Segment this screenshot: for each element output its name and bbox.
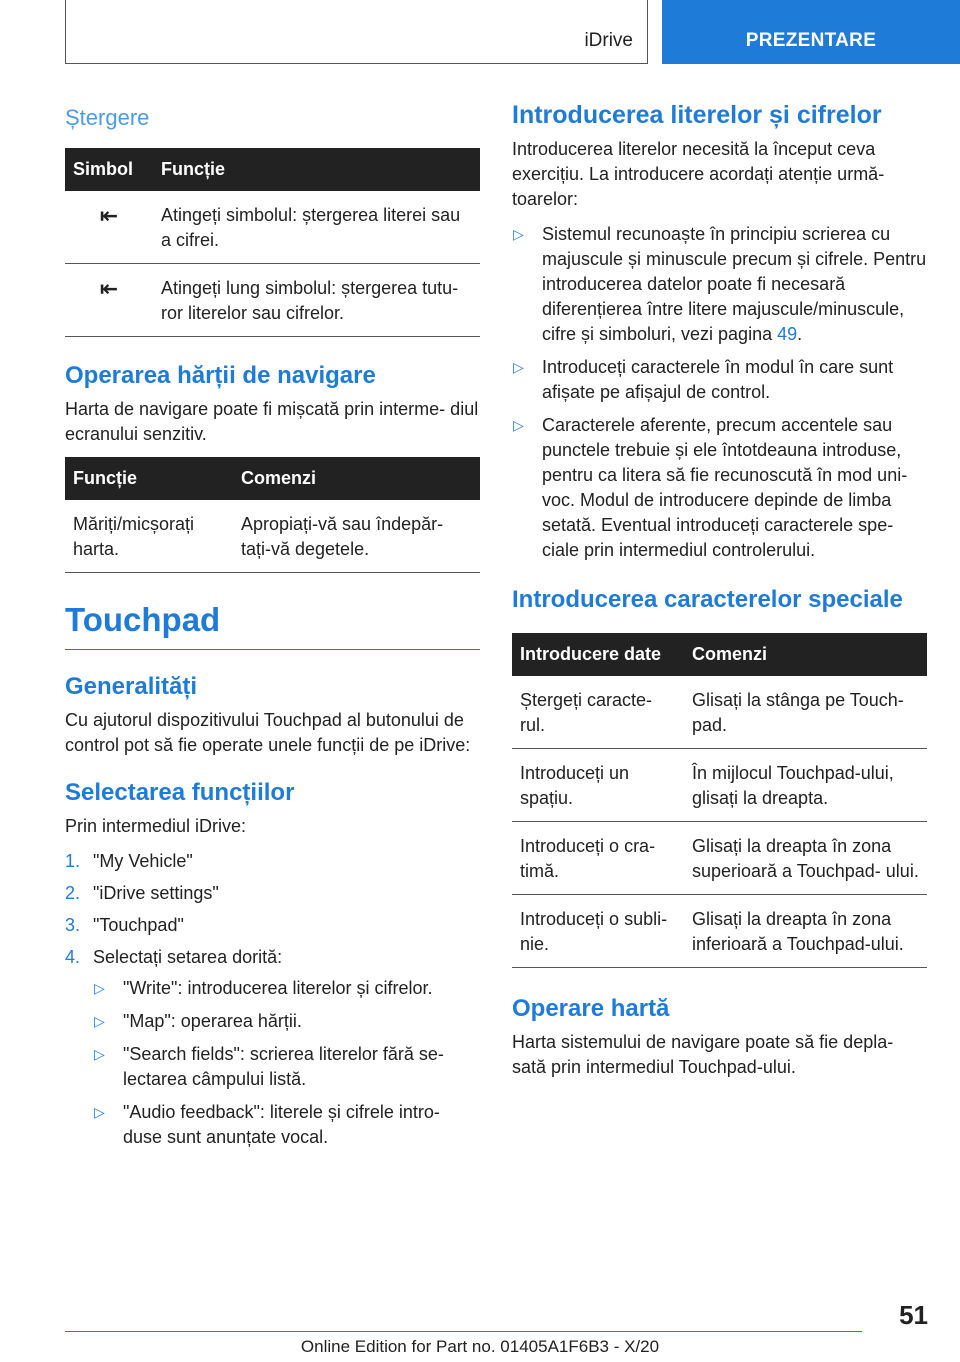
selectare-steps: [65, 849, 480, 1150]
table-row: [512, 895, 927, 968]
table-cell: Ștergeți caracte- rul.: [512, 676, 684, 749]
litere-intro: Introducerea literelor necesită la început ceva exercițiu. La introducere acordați atenție urmă- toarelor:: [512, 139, 885, 210]
list-item: [65, 849, 480, 874]
table-cell: Introduceți un spațiu.: [512, 749, 684, 822]
right-column: [512, 100, 927, 1090]
col-header-simbol: Simbol: [65, 148, 153, 191]
step-text: Selectați setarea dorită:: [93, 946, 283, 967]
stergere-table: [65, 148, 480, 337]
list-item: ▷ "Map": operarea hărții.: [93, 1009, 480, 1034]
harta-intro: Harta de navigare poate fi mișcată prin interme- diul ecranului senzitiv.: [65, 398, 479, 444]
touchpad-heading: Touchpad: [65, 601, 480, 650]
list-item: ▷ "Audio feedback": literele și cifrele intro- duse sunt anunțate vocal.: [94, 1101, 440, 1147]
edition-note: Online Edition for Part no. 01405A1F6B3 - X/20: [300, 1337, 660, 1356]
table-row: [65, 500, 480, 573]
table-cell: Glisați la dreapta în zona superioară a Touchpad- ului.: [684, 822, 927, 895]
table-cell: Glisați la stânga pe Touch- pad.: [684, 676, 927, 749]
speciale-heading: Introducerea caracterelor speciale: [512, 586, 903, 614]
list-item: ▷ Caracterele aferente, precum accentele sau punctele trebuie și ele întotdeauna introduse, pentru ca litera să fie recunoscută în mod uni- voc. Modul de introducere depinde de limba setată. Eventual introduceți caracterele spe- ciale prin intermediul controlerului.: [513, 415, 908, 561]
selectare-heading: Selectarea funcțiilor: [65, 778, 295, 806]
triangle-right-icon: ▷: [513, 359, 524, 376]
litere-bullets: [512, 222, 927, 563]
table-cell: Introduceți o subli- nie.: [512, 895, 684, 968]
col-header-comenzi: Comenzi: [233, 457, 480, 500]
table-cell: Glisați la dreapta în zona inferioară a Touchpad-ului.: [684, 895, 927, 968]
operare-heading: Operare hartă: [512, 995, 670, 1023]
harta-heading: Operarea hărții de navigare: [65, 361, 376, 389]
list-item: ▷ "Search fields": scrierea literelor fără se- lectarea câmpului listă.: [94, 1043, 444, 1089]
list-item: ▷ "Write": introducerea literelor și cifrelor.: [93, 976, 480, 1001]
triangle-right-icon: ▷: [94, 1045, 105, 1062]
table-cell: Măriți/micșorați harta.: [65, 500, 233, 573]
delete-left-icon: ⇤: [65, 263, 153, 336]
harta-table: [65, 457, 480, 573]
table-cell: Introduceți o cra- timă.: [512, 822, 684, 895]
col-header-functie: Funcție: [65, 457, 233, 500]
footer-divider: [65, 1331, 862, 1332]
list-item: ▷ Introduceți caracterele în modul în care sunt afișate pe afișajul de control.: [513, 357, 894, 403]
section-title: PREZENTARE: [745, 30, 877, 51]
step-number: 4.: [65, 946, 81, 967]
operare-text: Harta sistemului de navigare poate să fie depla- sată prin intermediul Touchpad-ului.: [512, 1032, 894, 1078]
stergere-heading: Ștergere: [65, 105, 150, 130]
list-item: [65, 913, 480, 938]
step-number: 3.: [65, 914, 81, 935]
table-row: [512, 676, 927, 749]
triangle-right-icon: ▷: [94, 1103, 105, 1120]
step-number: 2.: [65, 882, 81, 903]
table-cell: În mijlocul Touchpad-ului, glisați la dreapta.: [684, 749, 927, 822]
delete-left-icon: ⇤: [65, 191, 153, 264]
step-text: "My Vehicle": [93, 850, 193, 871]
triangle-right-icon: ▷: [513, 226, 524, 243]
selectare-intro: Prin intermediul iDrive:: [65, 815, 247, 836]
list-item: ▷ Sistemul recunoaște în principiu scrierea cu majuscule și minuscule precum și cifrele. Pentru introducerea datelor poate fi necesară diferențierea între litere majuscule/minuscule, cifre și simboluri, vezi pagina 49.: [513, 224, 927, 345]
triangle-right-icon: ▷: [94, 979, 105, 996]
col-header-comenzi: Comenzi: [684, 633, 927, 676]
list-item: [65, 881, 480, 906]
step-text: "Touchpad": [93, 914, 184, 935]
table-cell: Apropiați-vă sau îndepăr- tați-vă degetele.: [233, 500, 480, 573]
table-row: [65, 263, 480, 336]
col-header-functie: Funcție: [153, 148, 480, 191]
triangle-right-icon: ▷: [94, 1012, 105, 1029]
list-item: [65, 945, 480, 1150]
generalitati-text: Cu ajutorul dispozitivului Touchpad al butonului de control pot să fie operate unele funcții de pe iDrive:: [65, 709, 471, 755]
table-cell: Atingeți simbolul: ștergerea literei sau a cifrei.: [153, 191, 480, 264]
header-chapter-box: [65, 0, 648, 64]
left-column: [65, 100, 480, 1158]
table-row: [65, 191, 480, 264]
table-cell: Atingeți lung simbolul: ștergerea tutu- ror literelor sau cifrelor.: [153, 263, 480, 336]
page-link[interactable]: 49: [777, 324, 798, 345]
triangle-right-icon: ▷: [513, 417, 524, 434]
step-text: "iDrive settings": [93, 882, 219, 903]
col-header-introducere: Introducere date: [512, 633, 684, 676]
setting-options: [93, 976, 480, 1150]
step-number: 1.: [65, 850, 81, 871]
generalitati-heading: Generalități: [65, 672, 198, 700]
litere-heading: Introducerea literelor și cifrelor: [512, 101, 882, 129]
speciale-table: [512, 633, 927, 968]
table-row: [512, 822, 927, 895]
section-tab[interactable]: [662, 0, 960, 64]
page-number: 51: [899, 1300, 928, 1330]
table-row: [512, 749, 927, 822]
chapter-title: iDrive: [584, 30, 633, 51]
